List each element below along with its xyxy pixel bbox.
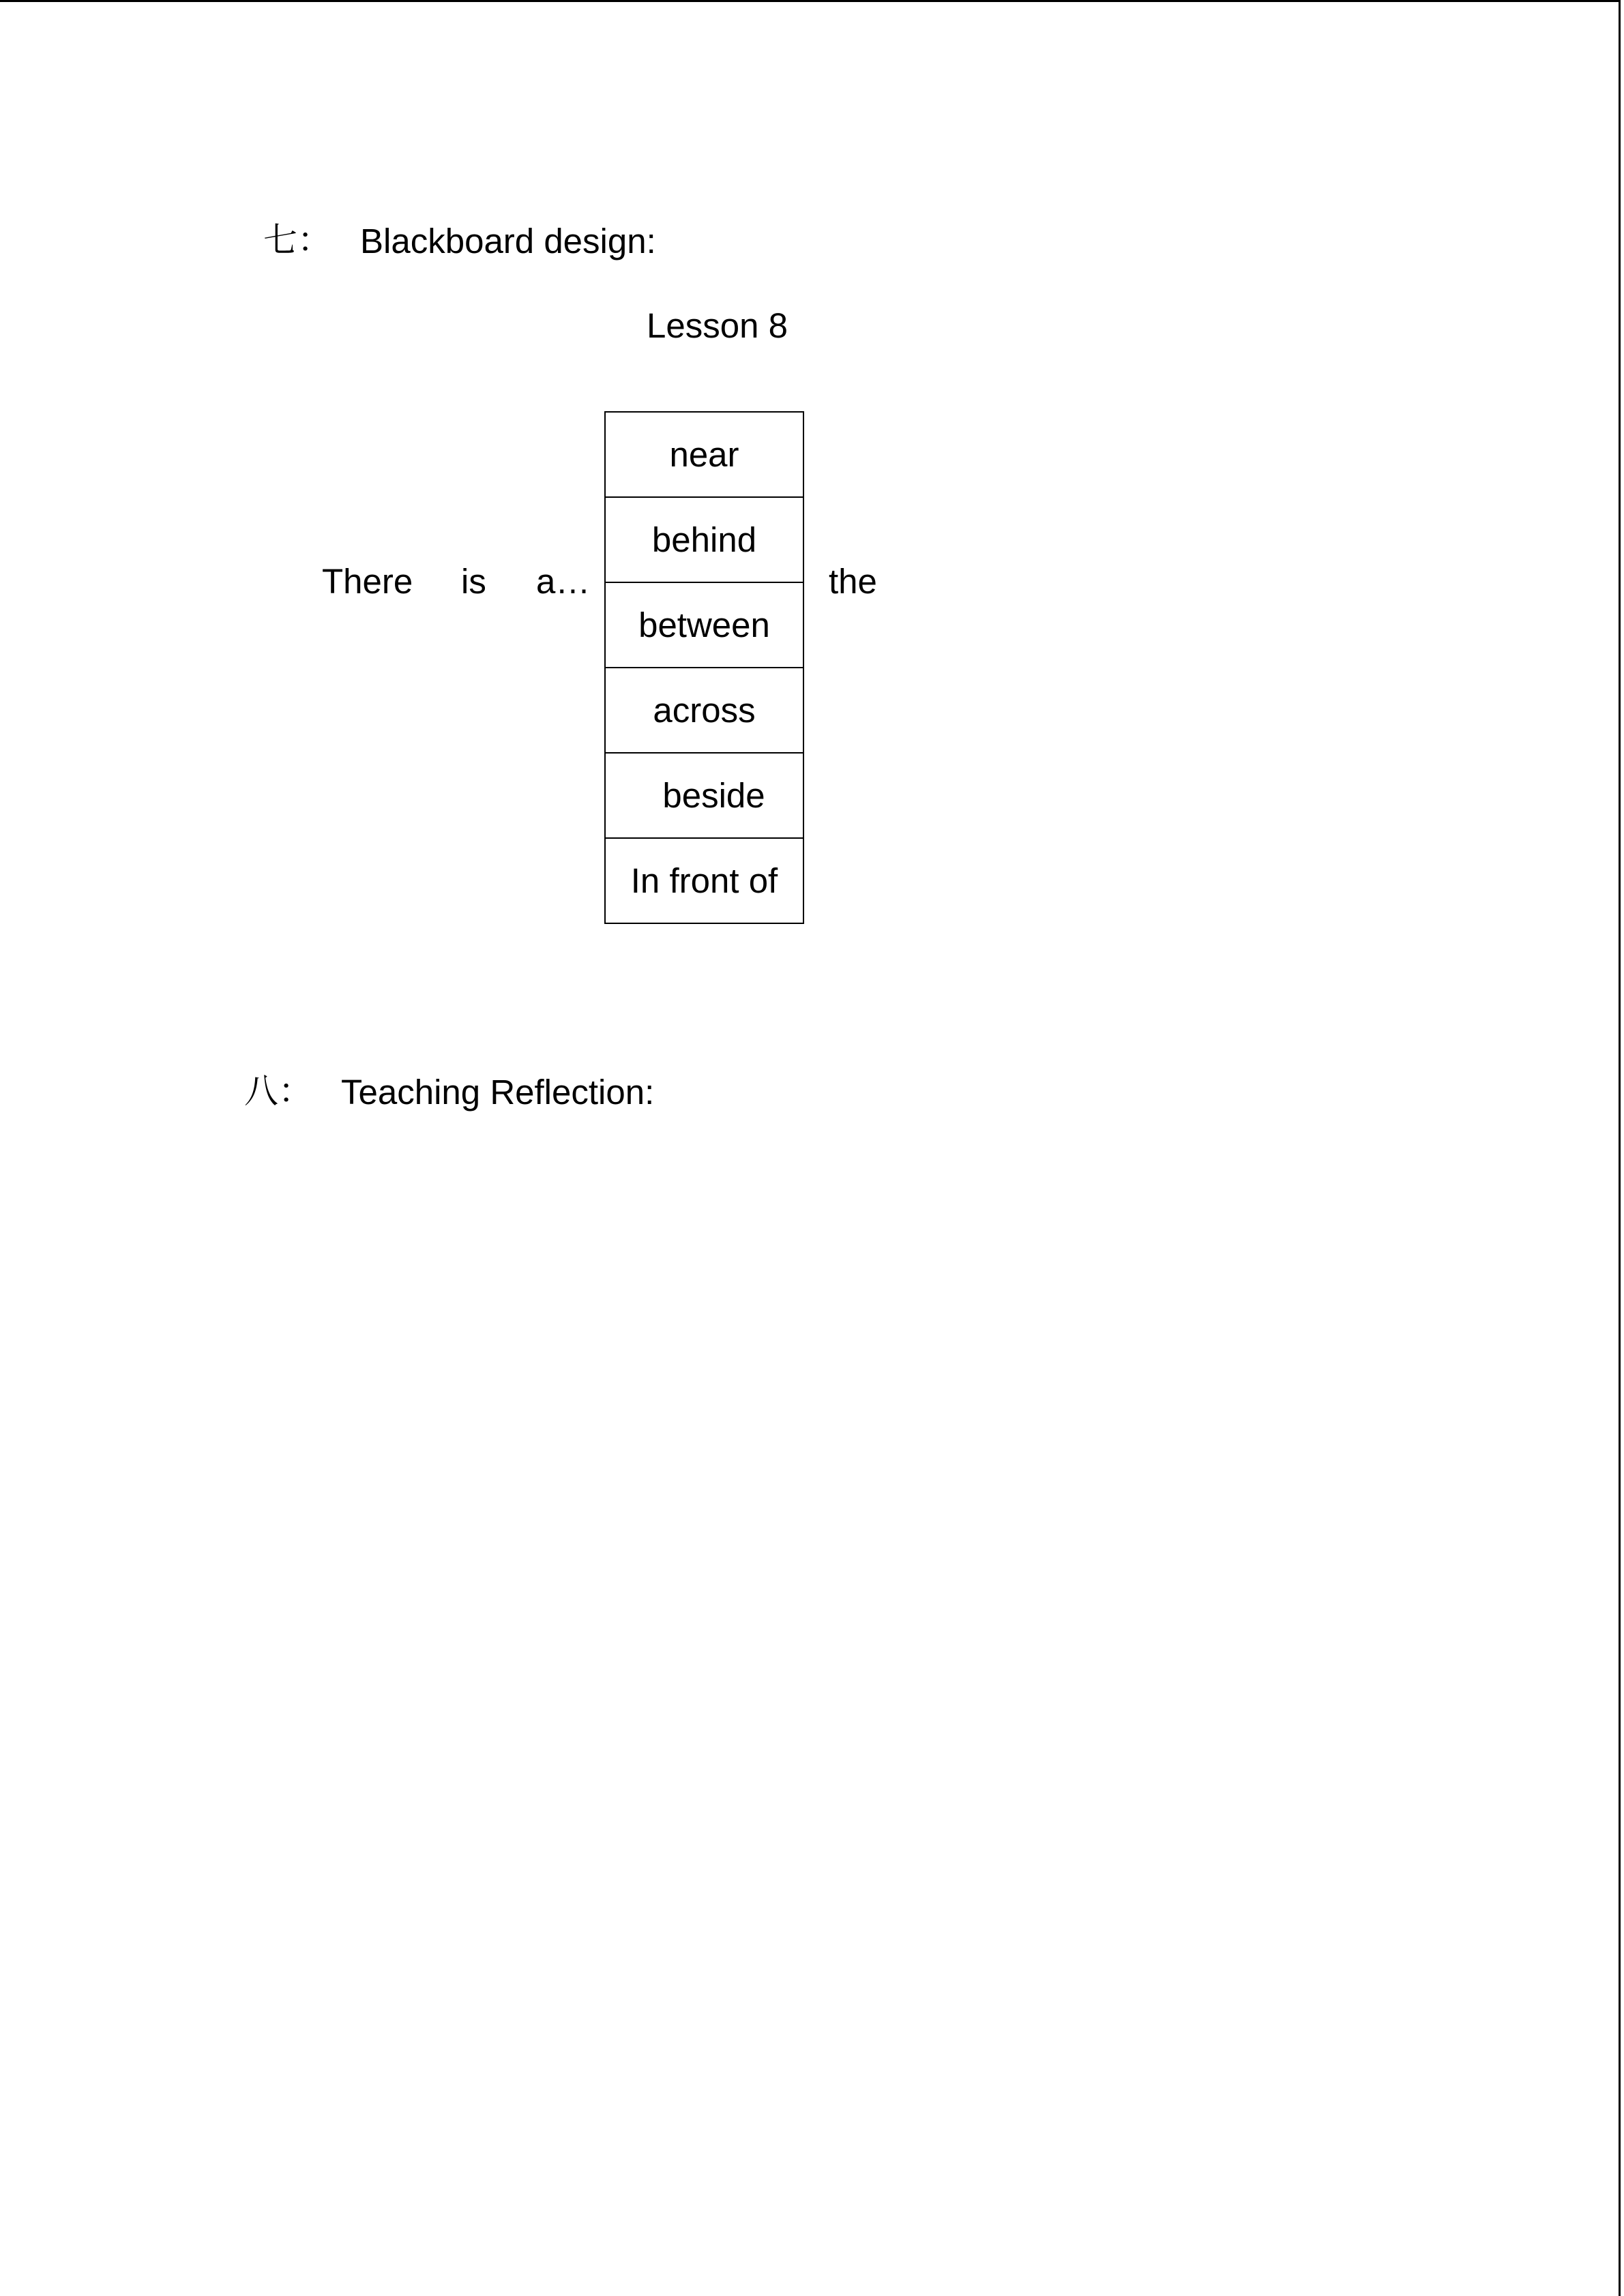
preposition-cell-between: between <box>605 582 803 668</box>
preposition-cell-beside: beside <box>605 753 803 838</box>
preposition-cell-in-front-of: In front of <box>605 838 803 923</box>
preposition-cell-across: across <box>605 668 803 753</box>
preposition-table <box>604 411 804 924</box>
section-8-title: Teaching Reflection: <box>341 1073 655 1112</box>
section-8-number: 八： <box>244 1071 312 1111</box>
sentence-word-a: a… <box>536 562 591 601</box>
preposition-cell-behind: behind <box>605 497 803 582</box>
preposition-cell-near: near <box>605 412 803 497</box>
section-7-number: 七： <box>263 220 331 260</box>
section-7-title: Blackboard design: <box>360 222 656 260</box>
sentence-word-there: There <box>322 562 413 601</box>
sentence-word-the: the <box>829 562 877 601</box>
lesson-title: Lesson 8 <box>647 306 788 345</box>
sentence-word-is: is <box>461 562 486 601</box>
